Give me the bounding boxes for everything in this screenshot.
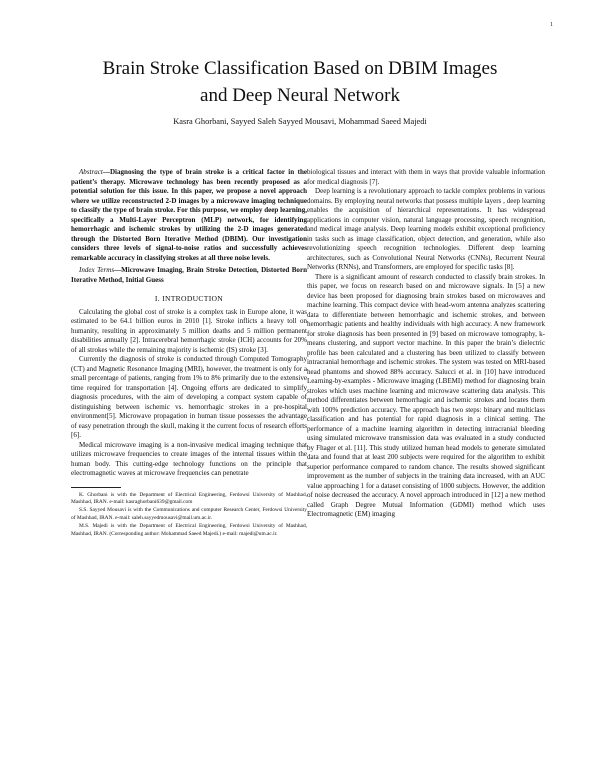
index-terms (71, 266, 307, 285)
right-column (307, 168, 545, 520)
footnote-rule (71, 487, 121, 488)
footnote: S.S. Sayyed Mousavi is with the Communications and computer Research Center, Ferdowsi University of Mashhad, IRAN. e-mail: saleh.sayyedmousavi@mail.um.ac.ir. (71, 507, 307, 521)
paragraph: Medical microwave imaging is a non-invasive medical imaging technique that utilizes microwave frequencies to create images of the internal tissues within the human body. This cutting-edge technology functions on the principle that electromagnetic waves at microwave frequencies can penetrate (71, 440, 307, 477)
index-terms-text: —Microwave Imaging, Brain Stroke Detection, Distorted Born Iterative Method, Initial Guess (71, 266, 307, 284)
paragraph: There is a significant amount of research conducted to classify brain strokes. In this paper, we focus on research based on and microwave signals. In [5] a new device has been proposed for diagnosing brain strokes based on microwaves and machine learning. This compact device with head-worn antenna analyzes scattering data to differentiate between hemorrhagic and ischemic strokes, and between hemorrhagic patients and healthy individuals with high accuracy. A new framework for stroke diagnosis has been presented in [9] based on microwave tomography, k-means clustering, and support vector machine. In this paper the brain’s dielectric profile has been calculated and a clustering has been utilized to classify between intracranial hemorrhage and ischemic strokes. The system was tested on MRI-based head phantoms and showed 88% accuracy. Salucci et al. in [10] have introduced Learning-by-examples - Microwave imaging (LBEMI) method for diagnosing brain strokes which uses machine learning and microwave scattering data analysis. This method differentiates between hemorrhagic and ischemic strokes and locates them with 100% prediction accuracy. The approach has two steps: binary and multiclass classification and has potential for rapid diagnosis in a clinical setting. The performance of a machine learning algorithm in detecting intracranial bleeding using simulated microwave transmission data was evaluated in a study conducted by Fhager et al. [11]. This study utilized human head models to generate simulated data and found that at least 200 subjects were required for the algorithm to exhibit superior performance compared to random chance. The results showed significant improvement as the number of subjects in the training data increased, with an AUC value approaching 1 for a dataset consisting of 1000 subjects. However, the addition of noise decreased the accuracy. A novel approach introduced in [12] a new method called Graph Degree Mutual Information (GDMI) method which uses Electromagnetic (EM) imaging (307, 272, 545, 518)
title-line-1: Brain Stroke Classification Based on DBIM Images (102, 58, 498, 79)
footnote: K. Ghorbani is with the Department of Electrical Engineering, Ferdowsi University of Mashhad, Mashhad, IRAN. e-mail: kasraghorbani639@gmail.com (71, 491, 307, 505)
paragraph: Calculating the global cost of stroke is a complex task in Europe alone, it was estimated to be 64.1 billion euros in 2010 [1]. Stroke inflicts a heavy toll on humanity, resulting in approximately 5 million deaths and 5 million permanent disabilities annually [2]. Intracerebral hemorrhagic stroke (ICH) accounts for 20% of all strokes while the remaining majority is ischemic (IS) stroke [3]. (71, 307, 307, 354)
section-heading-introduction: I. INTRODUCTION (154, 294, 224, 303)
index-terms-label: Index Terms (79, 266, 115, 274)
abstract-label: Abstract (79, 168, 103, 176)
paragraph: Currently the diagnosis of stroke is conducted through Computed Tomography (CT) and Magnetic Resonance Imaging (MRI), however, the treatment is only for a small percentage of patients, ranging from 1% to 8% primarily due to the extensive time required for transportation [4]. Ongoing efforts are dedicated to simplify diagnosis procedures, with the aim of developing a compact system capable of distinguishing between ischemic vs. hemorrhagic strokes in a pre-hospital environment[5]. Microwave propagation in human tissue possesses the advantage of easy penetration through the skull, making it the current focus of research efforts [6]. (71, 355, 307, 439)
paragraph: Deep learning is a revolutionary approach to tackle complex problems in various domains. By employing neural networks that possess multiple layers , deep learning enables the acquisition of hierarchical representations. It has widespread applications in computer vision, natural language processing, speech recognition, and medical image analysis. Deep learning models exhibit exceptional proficiency in tasks such as image classification, object detection, and generation, while also revolutionizing speech recognition technologies. Different deep learning architectures, such as Convolutional Neural Networks (CNNs), Recurrent Neural Networks (RNNs), and Transformers, are employed for specific tasks [8]. (307, 187, 545, 271)
abstract (71, 168, 307, 263)
author-list: Kasra Ghorbani, Sayyed Saleh Sayyed Mousavi, Mohammad Saeed Majedi (173, 117, 427, 126)
footnote: M.S. Majedi is with the Department of Electrical Engineering, Ferdowsi University of Mashhad, Mashhad, IRAN. (Corresponding author: Mohammad Saeed Majedi.) e-mail: majedi@um.ac.ir. (71, 523, 307, 537)
paper-title (40, 55, 560, 109)
page-number: 1 (550, 22, 553, 28)
paragraph: biological tissues and interact with them in ways that provide valuable information for medical diagnosis [7]. (307, 168, 545, 186)
abstract-text: —Diagnosing the type of brain stroke is a critical factor in the patient’s therapy. Microwave technology has been recently proposed as a potential solution for this issue. In this paper, we propose a novel approach where we utilize reconstructed 2-D images by a microwave imaging technique to classify the type of brain stroke. For this purpose, we employ deep learning, specifically a Multi-Layer Perceptron (MLP) network, for identifying hemorrhagic and ischemic strokes by utilizing the 2-D images generated through the Distorted Born Iterative Method (DBIM). Our investigation considers three levels of signal-to-noise ratios and successfully achieves remarkable accuracy in classifying strokes at all three noise levels. (71, 168, 307, 262)
left-column (71, 168, 307, 539)
title-line-2: and Deep Neural Network (200, 85, 400, 106)
